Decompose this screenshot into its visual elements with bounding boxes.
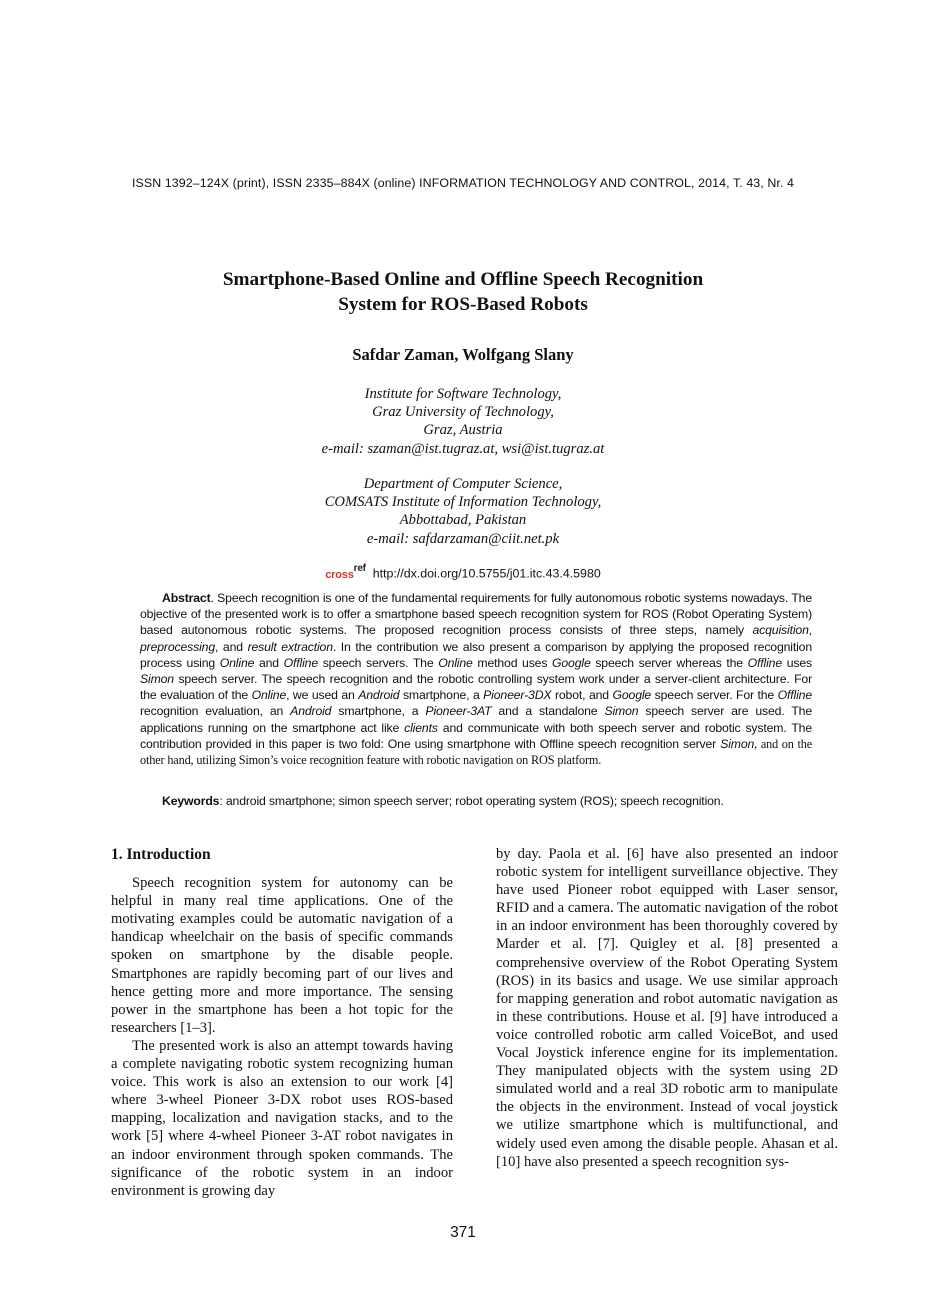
abstract-text: speech server are used. The applications running on the smartphone act like [140, 704, 813, 735]
abstract-italic: Online [438, 655, 473, 670]
abstract-italic: Offline [777, 688, 812, 703]
abstract-text: , [808, 623, 812, 638]
abstract-text: . Speech recognition is one of the fundamental requirements for fully autonomous robotic systems nowadays. The objective of the presented work is to offer a smartphone based speech recognition system for ROS (Robot Operating System) based autonomous robotic systems. The proposed recognition process consists of three steps, namely [140, 591, 812, 638]
crossref-logo [325, 563, 366, 581]
abstract-label: Abstract [162, 591, 211, 605]
page-number: 371 [450, 1224, 476, 1241]
abstract-text: smartphone, a [399, 688, 484, 703]
abstract-italic: Offline [747, 655, 783, 670]
affiliation-email: e-mail: safdarzaman@ciit.net.pk [366, 530, 560, 547]
keywords-label: Keywords [162, 794, 220, 808]
abstract-text: and [254, 655, 284, 670]
abstract-text: robot, and [551, 688, 613, 703]
keywords-text: : android smartphone; simon speech server; robot operating system (ROS); speech recognition. [219, 794, 724, 808]
paragraph: by day. Paola et al. [6] have also presented an indoor robotic system for intelligent surveillance objective. They have used Pioneer robot equipped with Laser sensor, RFID and a camera. The automatic navigation of the robot in an indoor environment has been thoroughly covered by Marder et al. [7]. Quigley et al. [8] presented a comprehensive overview of the Robot Operating System (ROS) in its basics and usage. We use similar approach for mapping generation and robot automatic navigation as in these contributions. House et al. [9] have introduced a voice controlled robotic arm called VoiceBot, and used Vocal Joystick inference engine for its implementation. They manipulated objects with the system using 2D simulated world and a real 3D robotic arm to manipulate the objects in the environment. Instead of vocal joystick we utilize smartphone which is multifunctional, and widely used even among the disable people. Ahasan et al. [10] have also presented a speech recognition sys- [496, 846, 838, 1170]
abstract-italic: Android [358, 688, 400, 703]
paragraph: Speech recognition system for autonomy can be helpful in many real time applications. One of the motivating examples could be automatic navigation of a handicap wheelchair on the basis of specific commands spoken on smartphone by the disable people. Smartphones are rapidly becoming part of our lives and hence getting more and more importance. The sensing power in the smartphone has been a hot topic for the researchers [1–3]. [111, 875, 453, 1036]
left-column [111, 845, 453, 1200]
affiliation-line: Institute for Software Technology, [364, 386, 562, 402]
abstract-text: smartphone, a [331, 704, 426, 719]
abstract-italic: Google [612, 688, 652, 703]
abstract-text: recognition evaluation, an [140, 704, 291, 719]
abstract-italic: preprocessing [140, 639, 215, 654]
abstract-italic: Online [251, 688, 287, 703]
abstract-text: speech server whereas the [590, 655, 748, 670]
journal-header: ISSN 1392–124X (print), ISSN 2335–884X (online) INFORMATION TECHNOLOGY AND CONTROL, 2014, T. 43, Nr. 4 [131, 176, 795, 190]
doi-link[interactable]: http://dx.doi.org/10.5755/j01.itc.43.4.5980 [372, 566, 601, 581]
affiliation-line: Abbottabad, Pakistan [399, 512, 527, 529]
abstract-text: and communicate with both speech server and robotic system. The contribution provided in this paper is two fold: One using smartphone with Offline speech recognition server [140, 720, 812, 751]
abstract-text: . In the contribution we also present a comparison by applying the proposed recognition process using [140, 639, 813, 670]
abstract [140, 590, 812, 768]
abstract-text: speech servers. The [318, 655, 439, 670]
affiliation-line: Graz, Austria [423, 422, 503, 439]
paper-title [0, 267, 926, 317]
abstract-italic: clients [404, 720, 438, 735]
abstract-italic: Simon [604, 704, 639, 719]
section-heading: 1. Introduction [111, 846, 211, 863]
abstract-text: , we used an [286, 688, 359, 703]
abstract-italic: Pioneer-3AT [425, 704, 492, 719]
abstract-text: speech server. The speech recognition and the robotic controlling system work under a server-client architecture. For the evaluation of the [140, 672, 812, 703]
abstract-italic: acquisition [752, 623, 809, 638]
abstract-italic: Android [290, 704, 332, 719]
affiliation-2 [0, 475, 926, 548]
affiliation-email: e-mail: szaman@ist.tugraz.at, wsi@ist.tugraz.at [321, 440, 605, 457]
abstract-italic: Simon [720, 736, 755, 751]
title-line-1: Smartphone-Based Online and Offline Speech Recognition [222, 269, 704, 290]
abstract-italic: Simon [140, 672, 174, 687]
abstract-italic: result extraction [247, 639, 333, 654]
abstract-text: uses [782, 655, 812, 670]
abstract-italic: Offline [283, 655, 319, 670]
authors: Safdar Zaman, Wolfgang Slany [352, 345, 574, 364]
crossref-logo-main: cross [325, 568, 354, 581]
doi-row [0, 565, 926, 581]
crossref-logo-sup: ref [353, 563, 366, 574]
affiliation-line: Department of Computer Science, [363, 476, 563, 492]
right-column [496, 845, 838, 1171]
abstract-text: and a standalone [491, 704, 605, 719]
affiliation-line: COMSATS Institute of Information Technology, [324, 494, 602, 511]
paragraph: The presented work is also an attempt towards having a complete navigating robotic system recognizing human voice. This work is also an extension to our work [4] where 3-wheel Pioneer 3-DX robot uses ROS-based mapping, localization and navigation stacks, and to the work [5] where 4-wheel Pioneer 3-AT robot navigates in an indoor environment through spoken commands. The significance of the robotic system in an indoor environment is growing day [111, 1037, 453, 1199]
abstract-text: speech server. For the [651, 688, 778, 703]
keywords [140, 793, 812, 809]
affiliation-1 [0, 385, 926, 458]
abstract-text: method uses [472, 655, 553, 670]
abstract-italic: Pioneer-3DX [483, 688, 552, 703]
affiliation-line: Graz University of Technology, [372, 404, 554, 421]
abstract-text: , and [215, 639, 248, 654]
abstract-italic: Online [219, 655, 255, 670]
abstract-italic: Google [552, 655, 591, 670]
title-line-2: System for ROS-Based Robots [338, 294, 588, 315]
abstract-text: , and on the other hand, utilizing Simon’s voice recognition feature with robotic navigation on ROS platform. [140, 736, 812, 768]
